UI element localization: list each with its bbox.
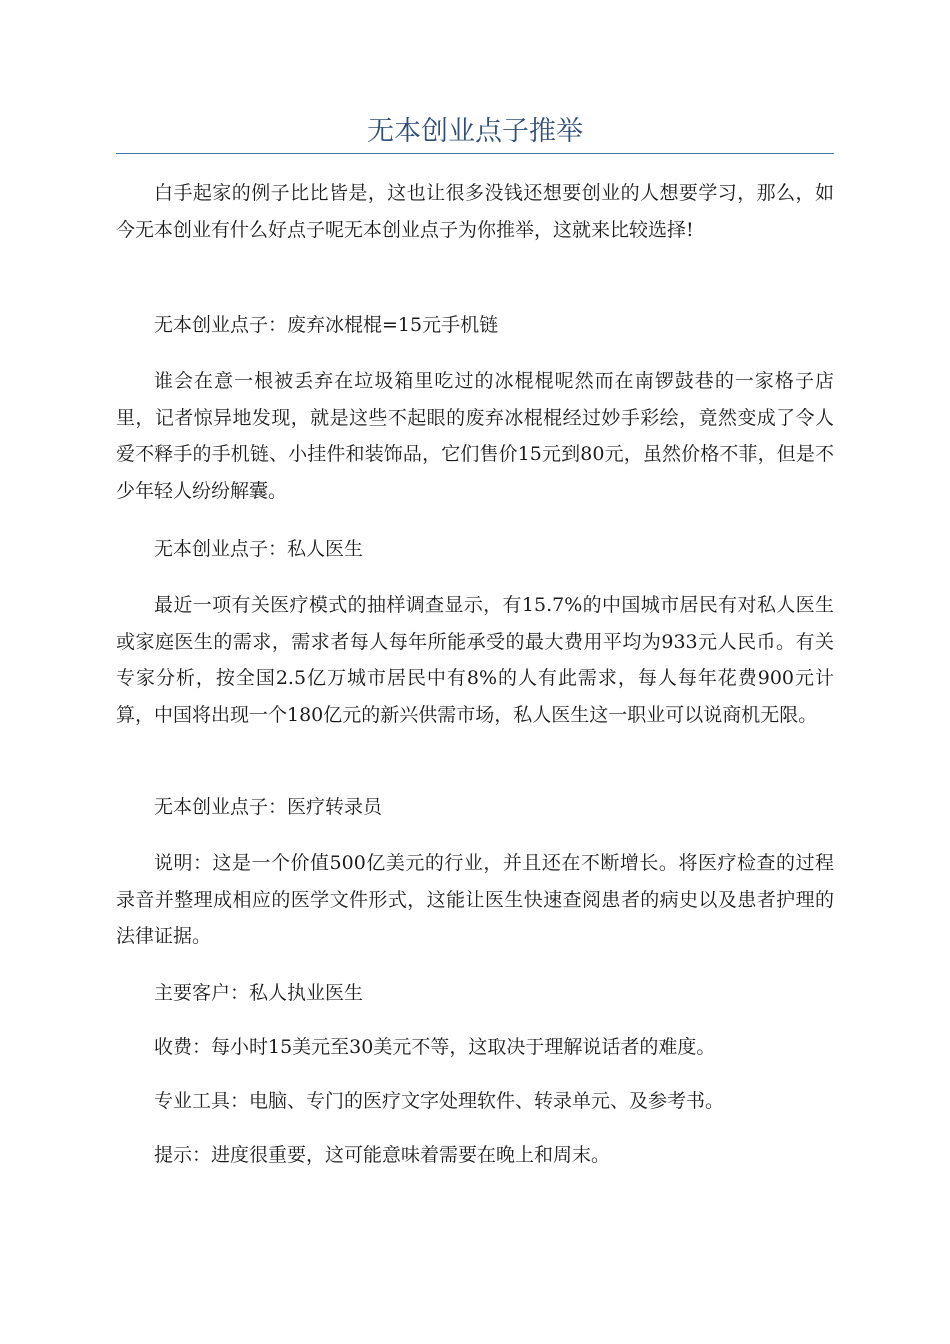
idea3-body: 说明：这是一个价值500亿美元的行业，并且还在不断增长。将医疗检查的过程录音并整理成相应的医学文件形式，这能让医生快速查阅患者的病史以及患者护理的法律证据。 <box>116 852 834 947</box>
intro-paragraph-block <box>116 175 834 248</box>
idea1-body: 谁会在意一根被丢弃在垃圾箱里吃过的冰棍棍呢然而在南锣鼓巷的一家格子店里，记者惊异地发现，就是这些不起眼的废弃冰棍棍经过妙手彩绘，竟然变成了令人爱不释手的手机链、小挂件和装饰品，它们售价15元到80元，虽然价格不菲，但是不少年轻人纷纷解囊。 <box>116 370 834 502</box>
idea1-heading: 无本创业点子：废弃冰棍棍=15元手机链 <box>154 314 499 336</box>
idea3-heading: 无本创业点子：医疗转录员 <box>154 796 383 818</box>
document-title: 无本创业点子推举 <box>367 116 583 147</box>
idea3-heading-block <box>116 789 834 826</box>
fee-line: 收费：每小时15美元至30美元不等，这取决于理解说话者的难度。 <box>154 1036 716 1058</box>
idea2-heading: 无本创业点子：私人医生 <box>154 538 364 560</box>
intro-paragraph: 白手起家的例子比比皆是，这也让很多没钱还想要创业的人想要学习，那么，如今无本创业有什么好点子呢无本创业点子为你推举，这就来比较选择! <box>116 182 834 241</box>
tools-block <box>116 1083 834 1120</box>
tip-block <box>116 1137 834 1174</box>
clients-line: 主要客户：私人执业医生 <box>154 982 364 1004</box>
idea1-body-block <box>116 363 834 509</box>
fee-block <box>116 1029 834 1066</box>
idea1-heading-block <box>116 307 834 344</box>
tip-line: 提示：进度很重要，这可能意味着需要在晚上和周末。 <box>154 1144 611 1166</box>
idea2-body-block <box>116 587 834 733</box>
tools-line: 专业工具：电脑、专门的医疗文字处理软件、转录单元、及参考书。 <box>154 1090 725 1112</box>
idea2-heading-block <box>116 531 834 568</box>
idea3-body-block <box>116 845 834 955</box>
idea2-body: 最近一项有关医疗模式的抽样调查显示，有15.7%的中国城市居民有对私人医生或家庭医生的需求，需求者每人每年所能承受的最大费用平均为933元人民币。有关专家分析，按全国2.5亿万城市居民中有8%的人有此需求，每人每年花费900元计算，中国将出现一个180亿元的新兴供需市场，私人医生这一职业可以说商机无限。 <box>116 594 834 726</box>
clients-block <box>116 975 834 1012</box>
title-underline <box>116 153 834 154</box>
